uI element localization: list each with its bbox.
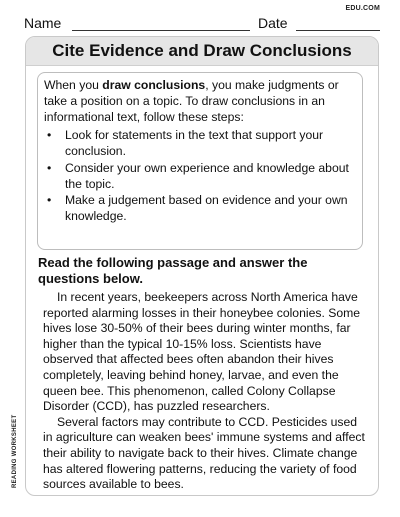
bullet-icon: • (47, 128, 52, 142)
step-item (44, 160, 356, 192)
name-line (72, 30, 250, 31)
date-label: Date (258, 15, 288, 31)
intro-paragraph (44, 77, 356, 125)
passage (43, 290, 369, 493)
step-text: Look for statements in the text that support your conclusion. (65, 128, 324, 158)
worksheet-card (25, 36, 379, 496)
question-heading: Read the following passage and answer the questions below. (38, 255, 308, 286)
bullet-icon: • (47, 193, 52, 207)
intro-emphasis: draw conclusions (102, 78, 206, 92)
intro-text-after: , you make judgments or take a position on a topic. To draw conclusions in an informational text, follow these steps: (44, 78, 339, 124)
side-label: READING WORKSHEET (12, 414, 18, 488)
name-label: Name (24, 15, 62, 31)
intro-text-before: When you (44, 78, 103, 92)
instructions-box (37, 72, 363, 250)
step-item (44, 192, 356, 224)
step-text: Make a judgement based on evidence and your own knowledge. (65, 193, 348, 223)
worksheet-title: Cite Evidence and Draw Conclusions (52, 41, 352, 60)
step-text: Consider your own experience and knowledge about the topic. (65, 160, 349, 191)
title-bar (26, 37, 378, 66)
passage-paragraph: In recent years, beekeepers across North America have reported alarming losses in their honeybee colonies. Some hives lose 30-50% of their bees during winter months, far higher than the typical 10-15% loss. Scientists have observed that affected bees often abandon their hives completely, leaving behind honey, larvae, and even the queen bee. This phenomenon, called Colony Collapse Disorder (CCD), has puzzled researchers. (43, 290, 361, 414)
brand-logo: EDU.COM (345, 5, 380, 12)
date-line (296, 30, 380, 31)
bullet-icon: • (47, 160, 52, 175)
name-date-row (24, 13, 380, 33)
steps-list (44, 127, 356, 224)
step-item (44, 127, 356, 159)
passage-paragraph: Several factors may contribute to CCD. Pesticides used in agriculture can weaken bees' immune systems and affect their ability to navigate back to their hives. Climate change has altered flowering patterns, reducing the variety of food sources available to bees. (43, 414, 365, 492)
